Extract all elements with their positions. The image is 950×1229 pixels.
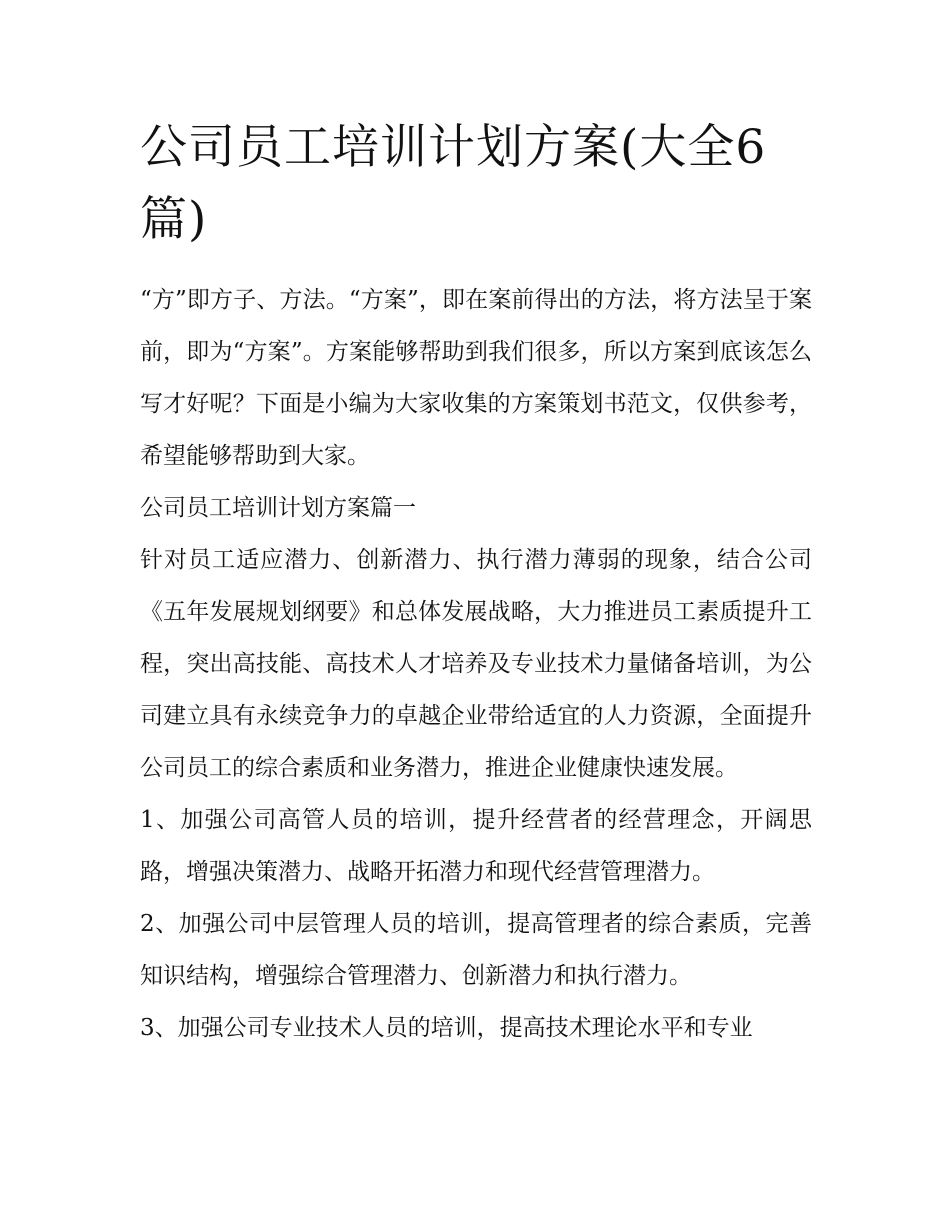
list-item: 2、加强公司中层管理人员的培训，提高管理者的综合素质，完善知识结构，增强综合管理潜力、创新潜力和执行潜力。 [140, 911, 812, 989]
body-paragraph: 针对员工适应潜力、创新潜力、执行潜力薄弱的现象，结合公司《五年发展规划纲要》和总体发展战略，大力推进员工素质提升工程，突出高技能、高技术人才培养及专业技术力量储备培训，为公司建立具有永续竞争力的卓越企业带给适宜的人力资源，全面提升公司员工的综合素质和业务潜力，推进企业健康快速发展。 [140, 547, 812, 781]
list-item: 1、加强公司高管人员的培训，提升经营者的经营理念，开阔思路，增强决策潜力、战略开拓潜力和现代经营管理潜力。 [140, 807, 812, 885]
section-heading: 公司员工培训计划方案篇一 [140, 495, 416, 521]
list-item: 3、加强公司专业技术人员的培训，提高技术理论水平和专业 [140, 1015, 753, 1041]
intro-paragraph: “方”即方子、方法。“方案”，即在案前得出的方法，将方法呈于案前，即为“方案”。方案能够帮助到我们很多，所以方案到底该怎么写才好呢？下面是小编为大家收集的方案策划书范文，仅供参考，希望能够帮助到大家。 [140, 287, 812, 469]
document-body [140, 112, 812, 1054]
document-title: 公司员工培训计划方案(大全6篇) [140, 120, 767, 247]
